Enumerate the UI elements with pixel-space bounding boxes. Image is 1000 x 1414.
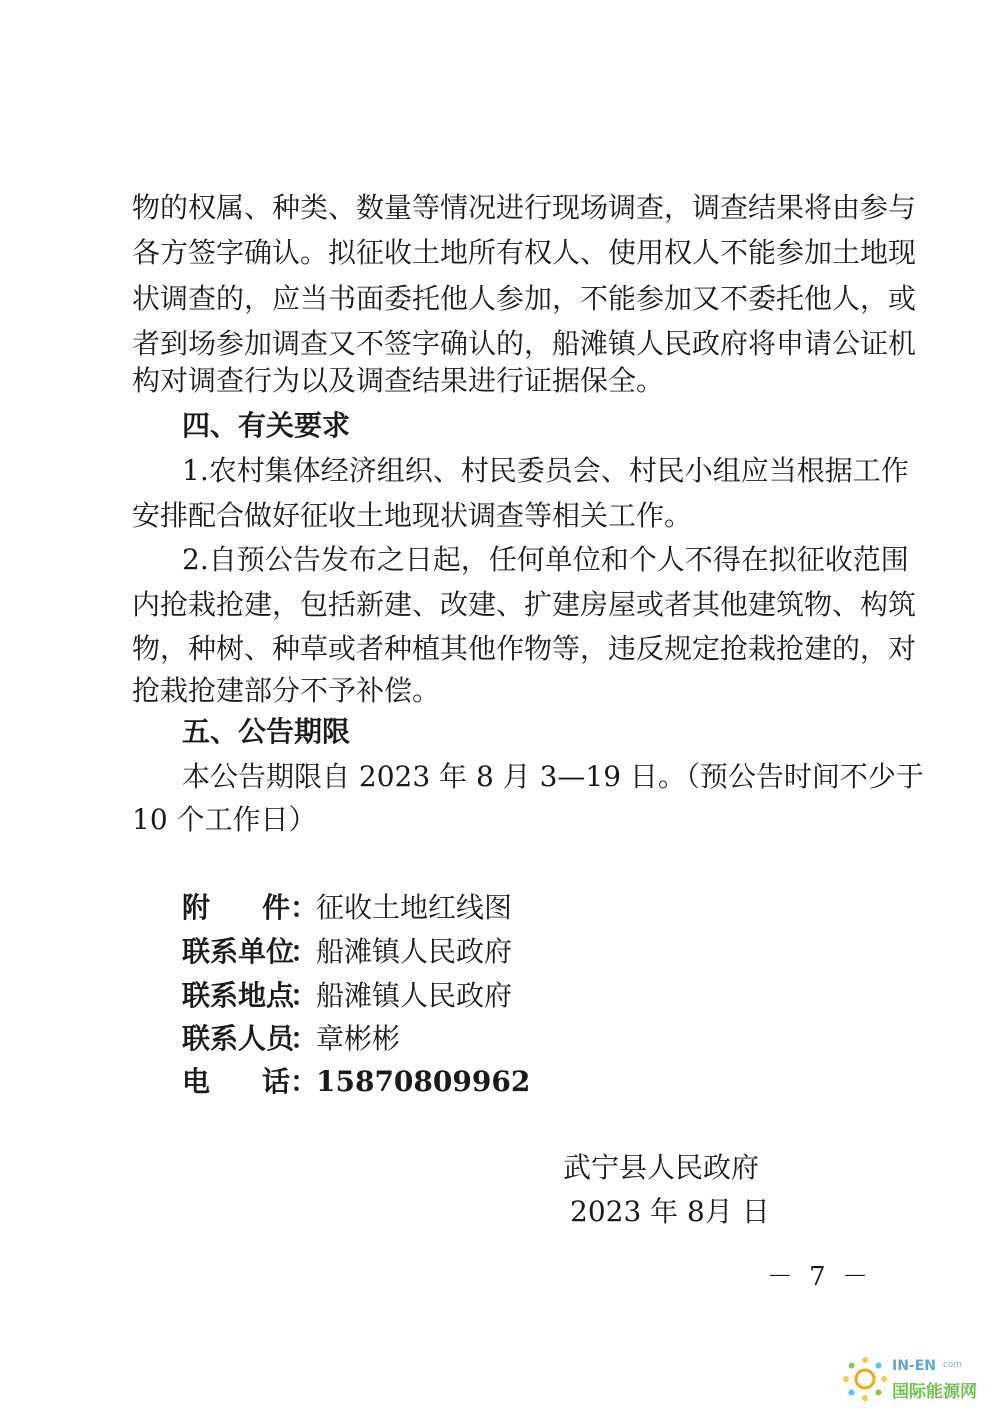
field-value: 章彬彬: [316, 1022, 401, 1055]
signature-date: 2023 年 8月 日: [570, 1195, 770, 1228]
field-contact-address: [182, 979, 512, 1013]
paragraph-line: 状调查的，应当书面委托他人参加，不能参加又不委托他人，或: [132, 282, 917, 315]
field-label: 联系人员: [182, 1022, 295, 1055]
field-value: 征收土地红线图: [316, 891, 513, 924]
paragraph-line: 1.农村集体经济组织、村民委员会、村民小组应当根据工作: [182, 454, 909, 487]
field-colon: ：: [290, 935, 319, 968]
paragraph-line: 10 个工作日）: [132, 803, 317, 836]
signature-org: 武宁县人民政府: [563, 1151, 760, 1184]
paragraph-line: 内抢栽抢建，包括新建、改建、扩建房屋或者其他建筑物、构筑: [132, 588, 917, 621]
site-watermark: [840, 1350, 990, 1406]
field-value: 船滩镇人民政府: [316, 935, 513, 968]
field-colon: ：: [290, 891, 319, 924]
field-colon: ：: [290, 1022, 319, 1055]
field-colon: ：: [290, 979, 319, 1012]
field-label: 联系单位: [182, 935, 295, 968]
field-label: 电话: [182, 1065, 290, 1098]
field-label: 附件: [182, 891, 290, 924]
section-heading-requirements: 四、有关要求: [182, 409, 351, 442]
watermark-domain: .com: [940, 1360, 963, 1370]
paragraph-line: 构对调查行为以及调查结果进行证据保全。: [132, 364, 665, 397]
field-value: 船滩镇人民政府: [316, 979, 513, 1012]
paragraph-line: 2.自预公告发布之日起，任何单位和个人不得在拟征收范围: [182, 543, 909, 576]
paragraph-line: 者到场参加调查又不签字确认的，船滩镇人民政府将申请公证机: [132, 327, 917, 360]
watermark-name: 国际能源网: [892, 1382, 977, 1402]
paragraph-line: 抢栽抢建部分不予补偿。: [132, 674, 441, 707]
field-attachment: [182, 891, 512, 925]
paragraph-line: 各方签字确认。拟征收土地所有权人、使用权人不能参加土地现: [132, 236, 917, 269]
field-contact-unit: [182, 935, 512, 969]
paragraph-line: 本公告期限自 2023 年 8 月 3—19 日。（预公告时间不少于: [182, 760, 924, 793]
paragraph-line: 物的权属、种类、数量等情况进行现场调查，调查结果将由参与: [132, 191, 917, 224]
field-contact-person: [182, 1022, 400, 1056]
paragraph-line: 物，种树、种草或者种植其他作物等，违反规定抢栽抢建的，对: [132, 632, 917, 665]
page-number: － 7 －: [766, 1262, 872, 1292]
watermark-brand: IN-EN: [892, 1358, 937, 1374]
paragraph-line: 安排配合做好征收土地现状调查等相关工作。: [132, 499, 693, 532]
section-heading-period: 五、公告期限: [182, 715, 351, 748]
field-phone: [182, 1065, 530, 1099]
sun-logo-icon: [840, 1354, 890, 1404]
field-value: 15870809962: [316, 1065, 531, 1098]
field-colon: ：: [290, 1065, 319, 1098]
field-label: 联系地点: [182, 979, 295, 1012]
